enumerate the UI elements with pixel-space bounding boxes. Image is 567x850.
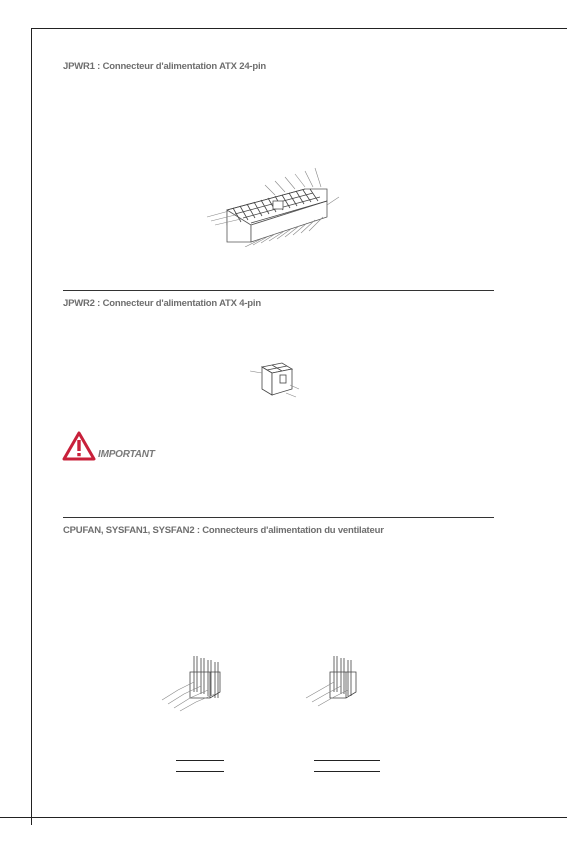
table-line xyxy=(176,771,224,772)
atx-4pin-connector-diagram xyxy=(250,359,300,399)
page-bottom-border xyxy=(0,817,567,818)
warning-triangle-icon xyxy=(62,431,96,461)
section-divider xyxy=(63,290,494,291)
atx-24pin-connector-diagram xyxy=(205,165,340,247)
jpwr2-heading: JPWR2 : Connecteur d'alimentation ATX 4-pin xyxy=(63,298,261,309)
table-line xyxy=(314,771,380,772)
important-label: IMPORTANT xyxy=(98,449,155,460)
page-left-border xyxy=(31,28,32,825)
table-line xyxy=(314,760,380,761)
fan-heading: CPUFAN, SYSFAN1, SYSFAN2 : Connecteurs d'alimentation du ventilateur xyxy=(63,525,384,536)
jpwr1-heading: JPWR1 : Connecteur d'alimentation ATX 24-pin xyxy=(63,61,267,72)
4pin-fan-connector-diagram xyxy=(158,652,230,712)
3pin-fan-connector-diagram xyxy=(302,652,362,708)
section-divider xyxy=(63,517,494,518)
page-top-border xyxy=(31,28,567,29)
table-line xyxy=(176,760,224,761)
